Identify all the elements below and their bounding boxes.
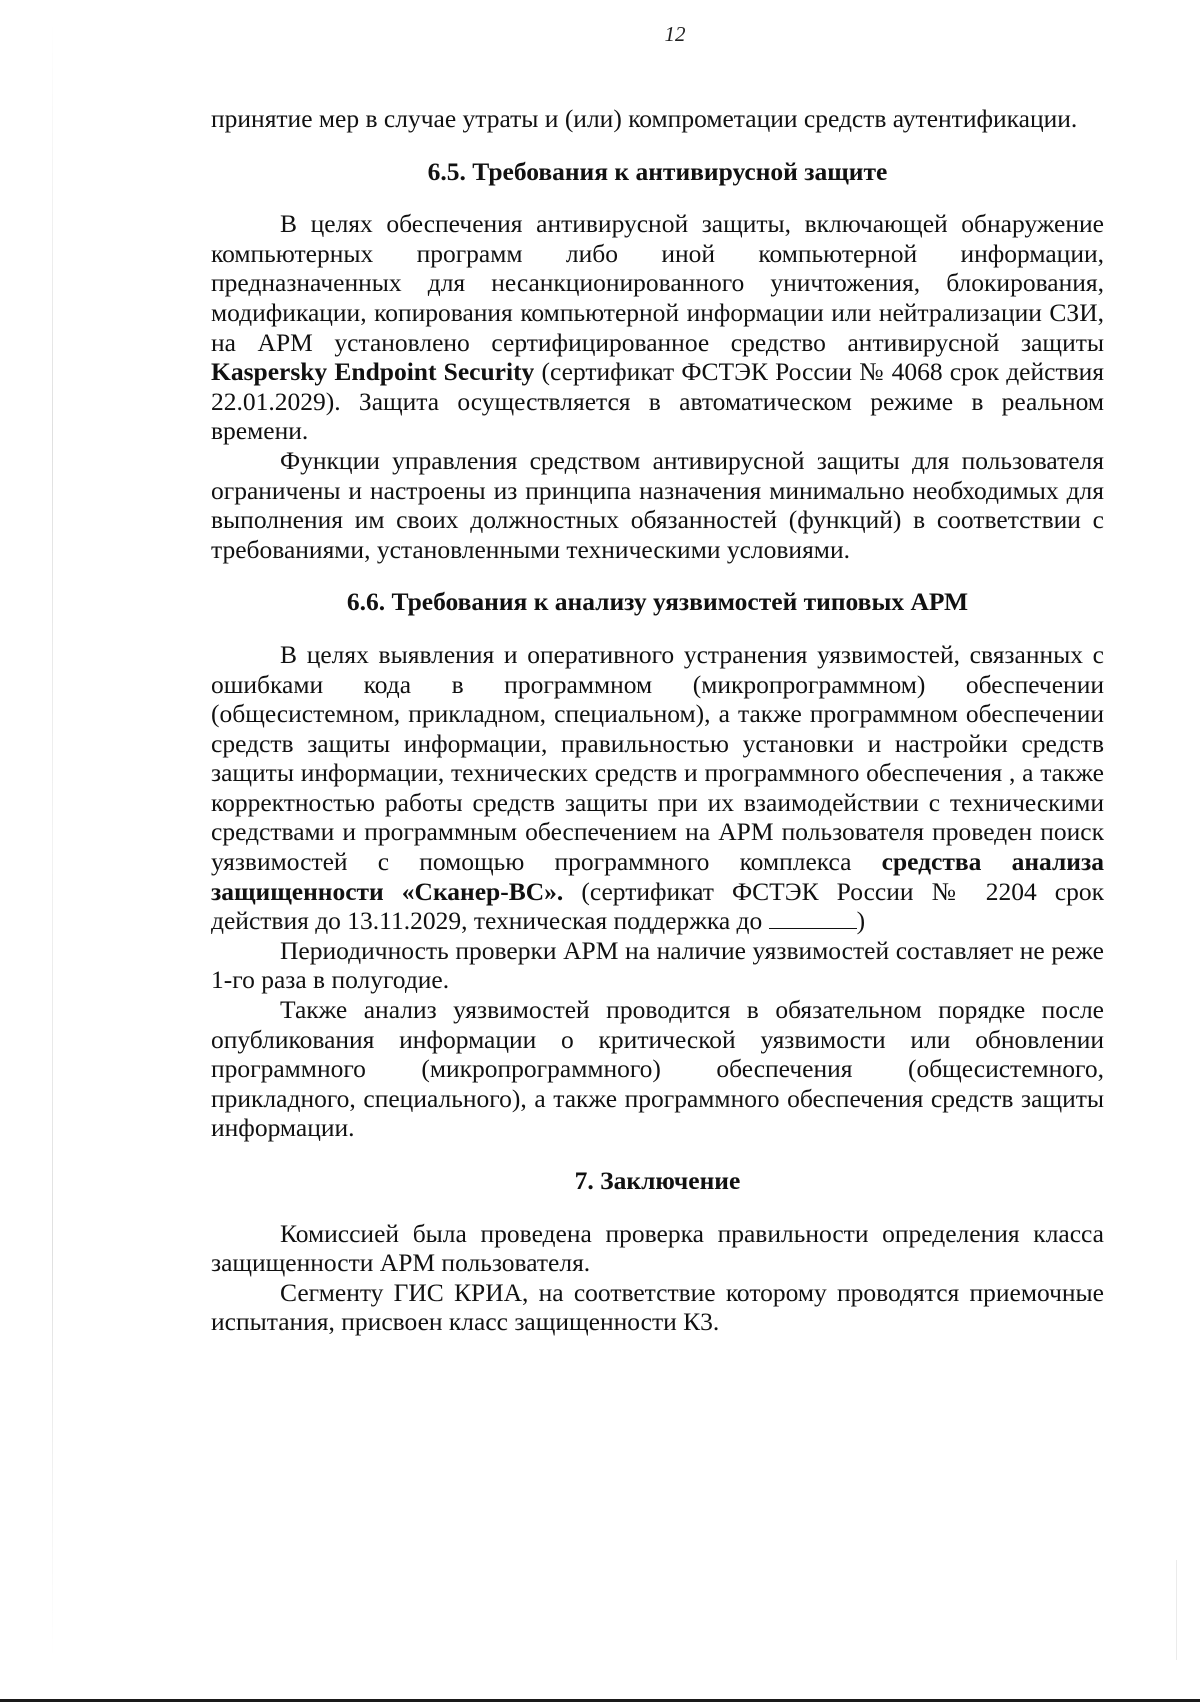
- section-6-5-paragraph-1: [211, 209, 1104, 446]
- section-6-5-p1-text-after: (сертификат ФСТЭК России № 4068 срок действия 22.01.2029). Защита осуществляется в автоматическом режиме в реальном времени.: [211, 357, 1105, 446]
- scanner-product-name: средства анализа защищенности «Сканер-ВС».: [211, 847, 1104, 906]
- section-6-5-paragraph-2: Функции управления средством антивирусной защиты для пользователя ограничены и настроены из принципа назначения минимально необходимых для выполнения им своих должностных обязанностей (функций) в соответствии с требованиями, установленными техническими условиями.: [211, 445, 1104, 564]
- document-body: [211, 104, 1104, 1337]
- section-6-6-heading: 6.6. Требования к анализу уязвимостей типовых АРМ: [346, 587, 969, 617]
- section-6-5-heading: 6.5. Требования к антивирусной защите: [427, 156, 888, 186]
- page-number: 12: [664, 22, 686, 46]
- scan-edge-left: [52, 20, 53, 1660]
- support-date-blank: [769, 910, 857, 929]
- section-6-6-p1-text-after: (сертификат ФСТЭК России № 2204 срок действия до 13.11.2029, техническая поддержка до: [211, 876, 1104, 936]
- section-6-6-paragraph-3: Также анализ уязвимостей проводится в обязательном порядке после опубликования информации о критической уязвимости или обновлении программного (микропрограммного) обеспечения (общесистемного, прикладного, специального), а также программного обеспечения средств защиты информации.: [211, 995, 1104, 1143]
- section-6-6-paragraph-2: Периодичность проверки АРМ на наличие уязвимостей составляет не реже 1-го раза в полугодие.: [211, 935, 1104, 995]
- scan-edge-bottom: [0, 1699, 1200, 1702]
- section-7-paragraph-1: Комиссией была проведена проверка правильности определения класса защищенности АРМ пользователя.: [211, 1218, 1104, 1278]
- intro-paragraph: принятие мер в случае утраты и (или) компрометации средств аутентификации.: [211, 104, 1078, 133]
- section-6-6-p1-text-before: В целях выявления и оперативного устранения уязвимостей, связанных с ошибками кода в программном (микропрограммном) обеспечении (общесистемном, прикладном, специальном), а также программном обеспечении средств защиты информации, правильностью установки и настройки средств защиты информации, технических средств и программного обеспечения , а также корректностью работы средств защиты при их взаимодействии с техническими средствами и программным обеспечением на АРМ пользователя проведен поиск уязвимостей с помощью программного комплекса: [211, 639, 1104, 877]
- section-6-5-p1-text-before: В целях обеспечения антивирусной защиты, включающей обнаружение компьютерных программ либо иной компьютерной информации, предназначенных для несанкционированного уничтожения, блокирования, модификации, копирования компьютерной информации или нейтрализации СЗИ, на АРМ установлено сертифицированное средство антивирусной защиты: [211, 209, 1104, 357]
- section-6-6-p1-close: ): [856, 906, 866, 936]
- antivirus-product-name: Kaspersky Endpoint Security: [211, 357, 535, 387]
- section-6-6-paragraph-1: [211, 640, 1104, 936]
- scan-edge-right: [1176, 1560, 1177, 1660]
- section-7-heading: 7. Заключение: [574, 1166, 741, 1195]
- section-7-paragraph-2: Сегменту ГИС КРИА, на соответствие которому проводятся приемочные испытания, присвоен класс защищенности К3.: [211, 1277, 1104, 1337]
